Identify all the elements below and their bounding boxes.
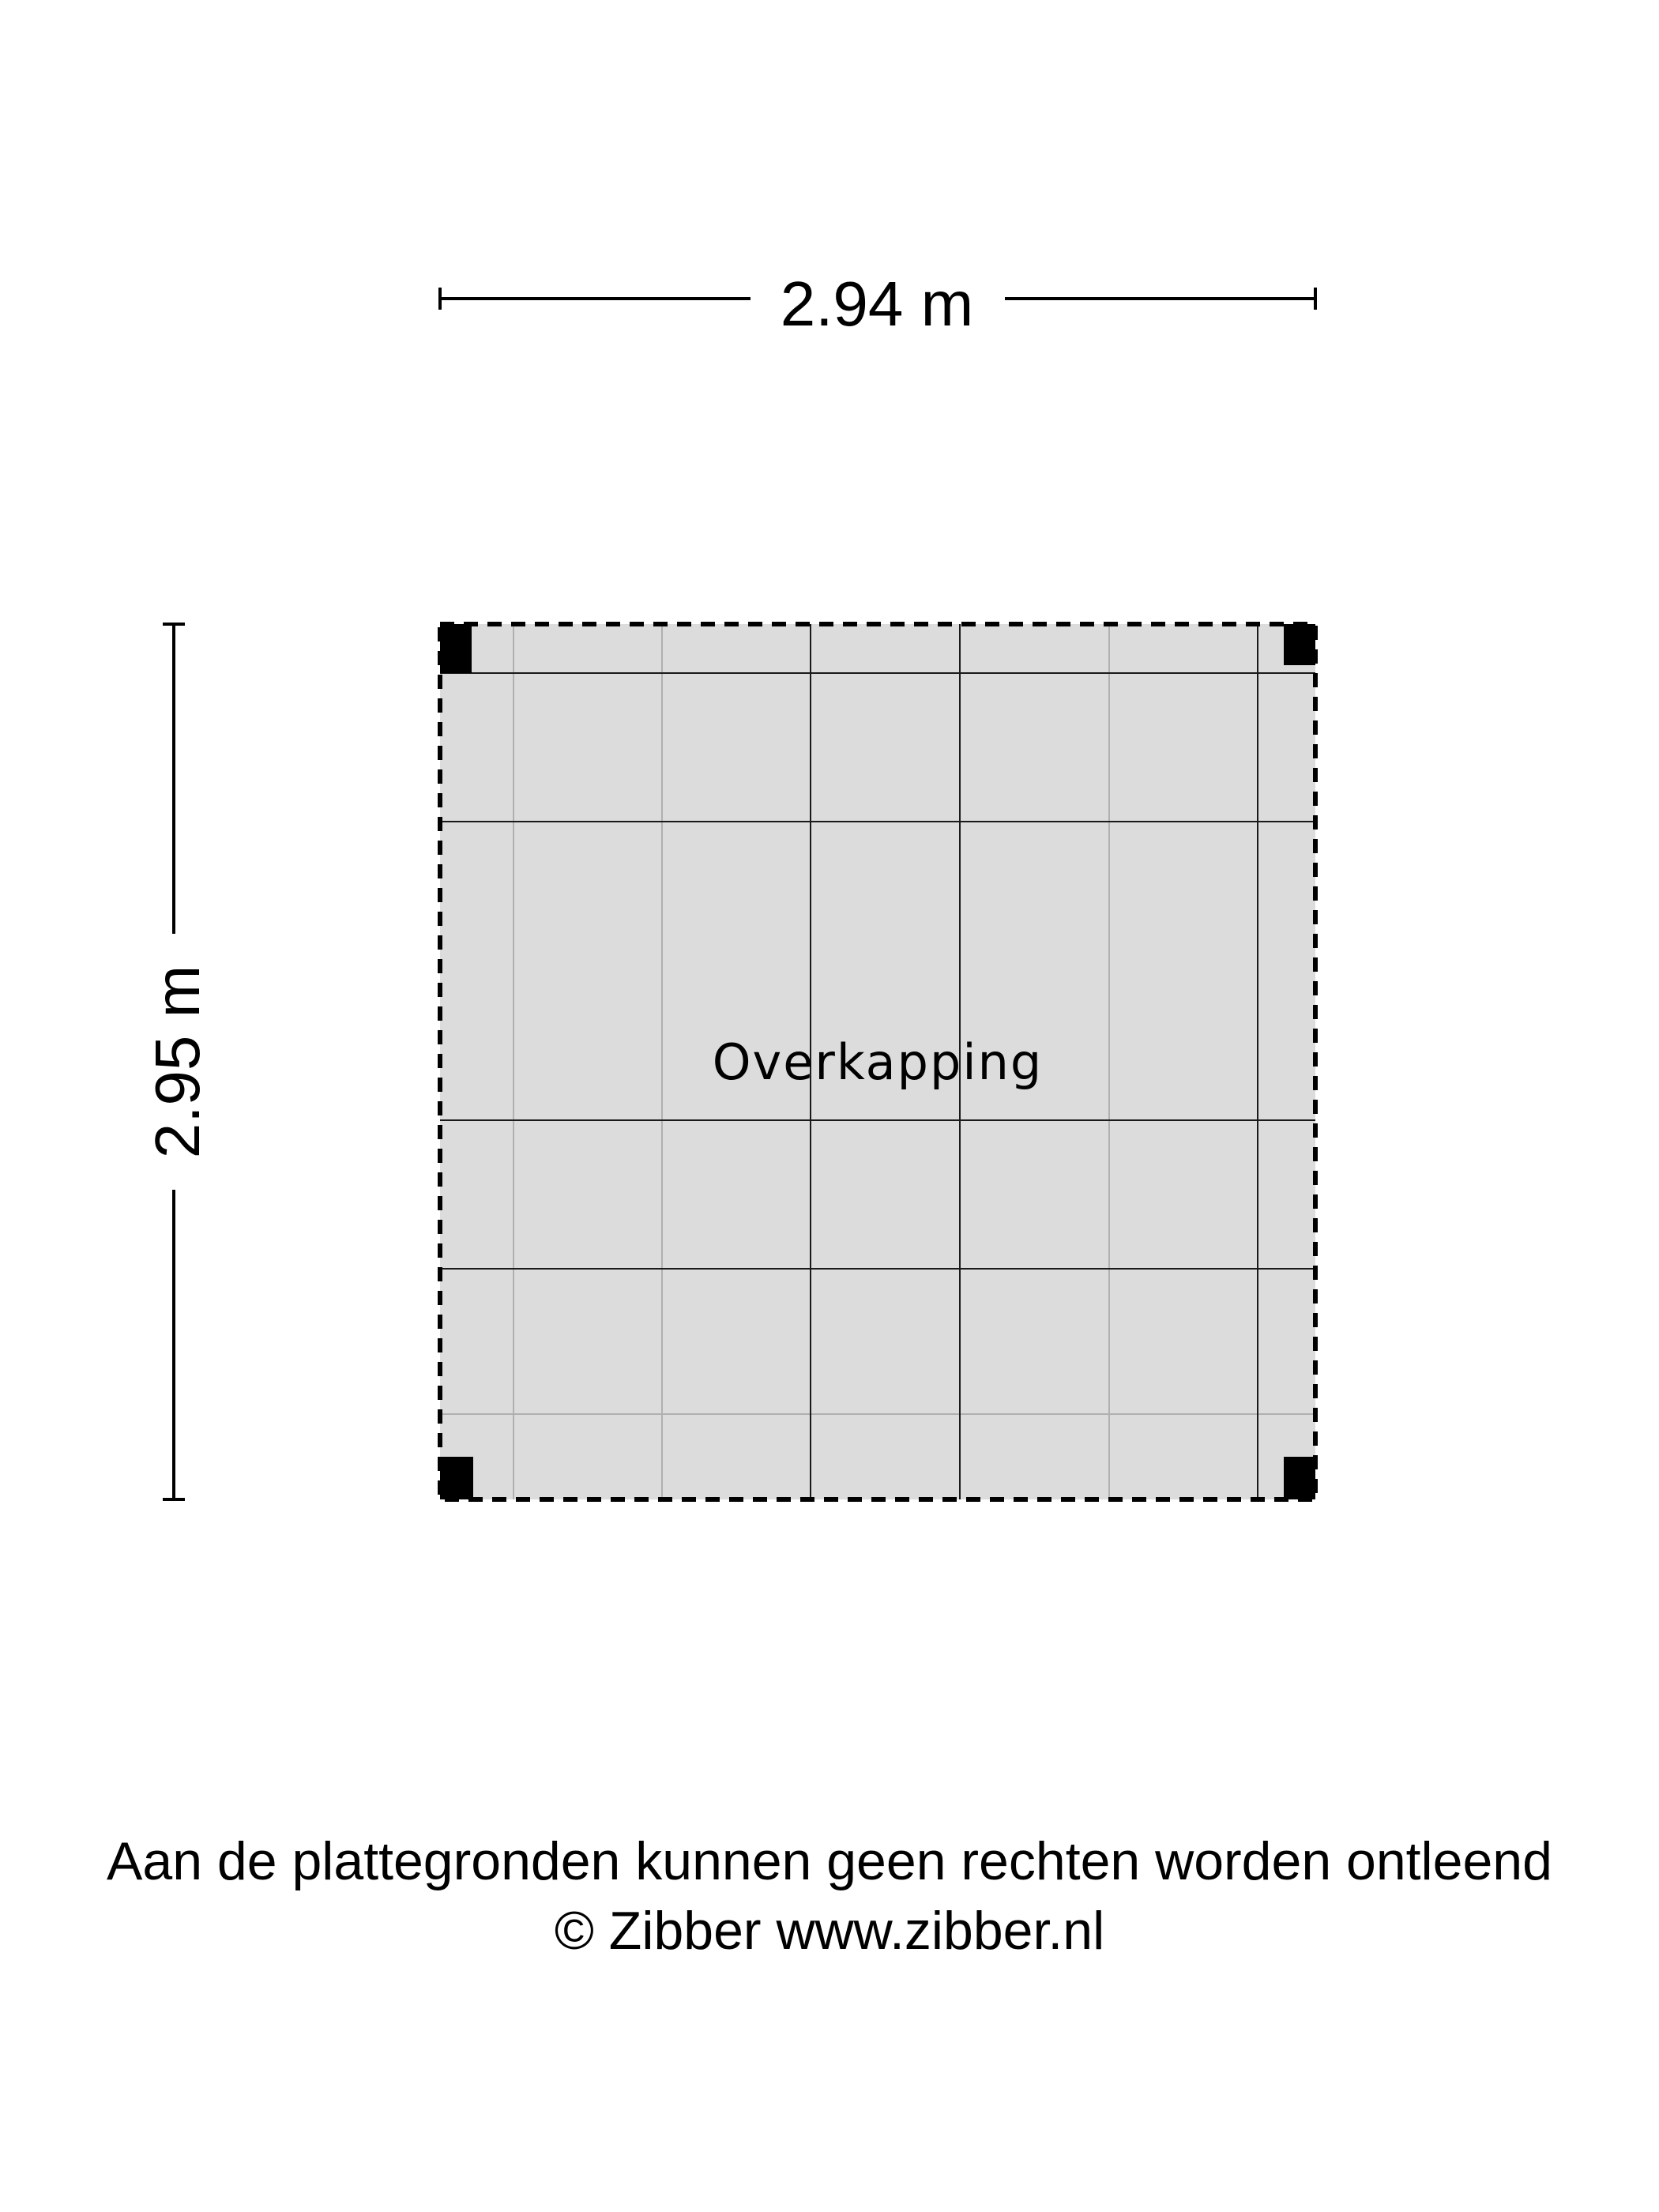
corner-post-top-right: [1284, 624, 1315, 665]
height-dimension-label: 2.95 m: [142, 965, 213, 1159]
width-dimension: [438, 269, 1317, 339]
corner-post-top-left: [440, 624, 472, 673]
corner-post-bottom-left: [440, 1457, 473, 1499]
height-dimension: [142, 623, 213, 1501]
disclaimer-text: Aan de plattegronden kunnen geen rechten worden ontleend: [107, 1831, 1552, 1891]
copyright-text: © Zibber www.zibber.nl: [554, 1901, 1105, 1961]
room-overkapping: [440, 624, 1315, 1499]
room-label: Overkapping: [712, 1033, 1044, 1091]
width-dimension-label: 2.94 m: [780, 269, 974, 339]
corner-post-bottom-right: [1284, 1457, 1315, 1499]
